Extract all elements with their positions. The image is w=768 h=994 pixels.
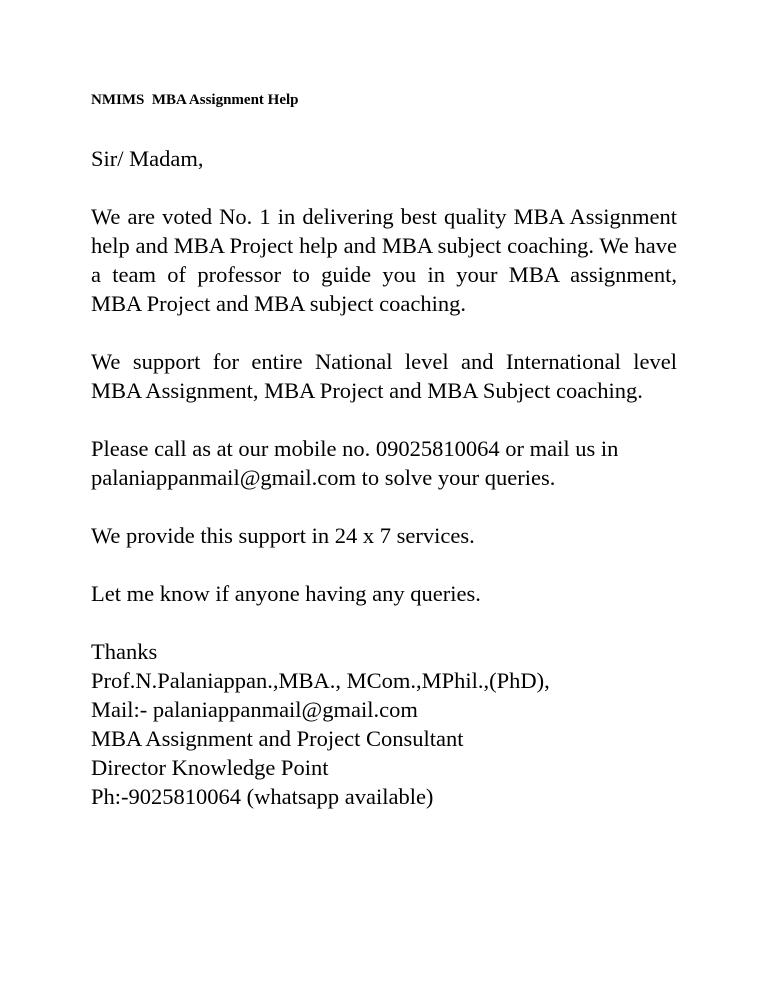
paragraph-availability: We provide this support in 24 x 7 services.: [91, 523, 475, 548]
signature-organization: Director Knowledge Point: [91, 755, 329, 780]
document-title: NMIMS MBA Assignment Help: [91, 92, 299, 108]
signature-phone: Ph:-9025810064 (whatsapp available): [91, 784, 434, 809]
signature-thanks: Thanks: [91, 639, 158, 664]
salutation: Sir/ Madam,: [91, 146, 204, 171]
signature-name: Prof.N.Palaniappan.,MBA., MCom.,MPhil.,(PhD),: [91, 668, 550, 693]
document-body: [91, 88, 677, 811]
paragraph-contact-info: Please call as at our mobile no. 09025810064 or mail us in palaniappanmail@gmail.com to solve your queries.: [91, 436, 619, 490]
paragraph-services-intro: We are voted No. 1 in delivering best quality MBA Assignment help and MBA Project help and MBA subject coaching. We have a team of professor to guide you in your MBA assignment, MBA Project and MBA subject coaching.: [91, 204, 677, 316]
paragraph-closing-request: Let me know if anyone having any queries.: [91, 581, 481, 606]
paragraph-support-scope: We support for entire National level and International level MBA Assignment, MBA Project and MBA Subject coaching.: [91, 349, 677, 403]
signature-email: Mail:- palaniappanmail@gmail.com: [91, 697, 418, 722]
signature-role: MBA Assignment and Project Consultant: [91, 726, 464, 751]
signature-block: [91, 637, 677, 811]
